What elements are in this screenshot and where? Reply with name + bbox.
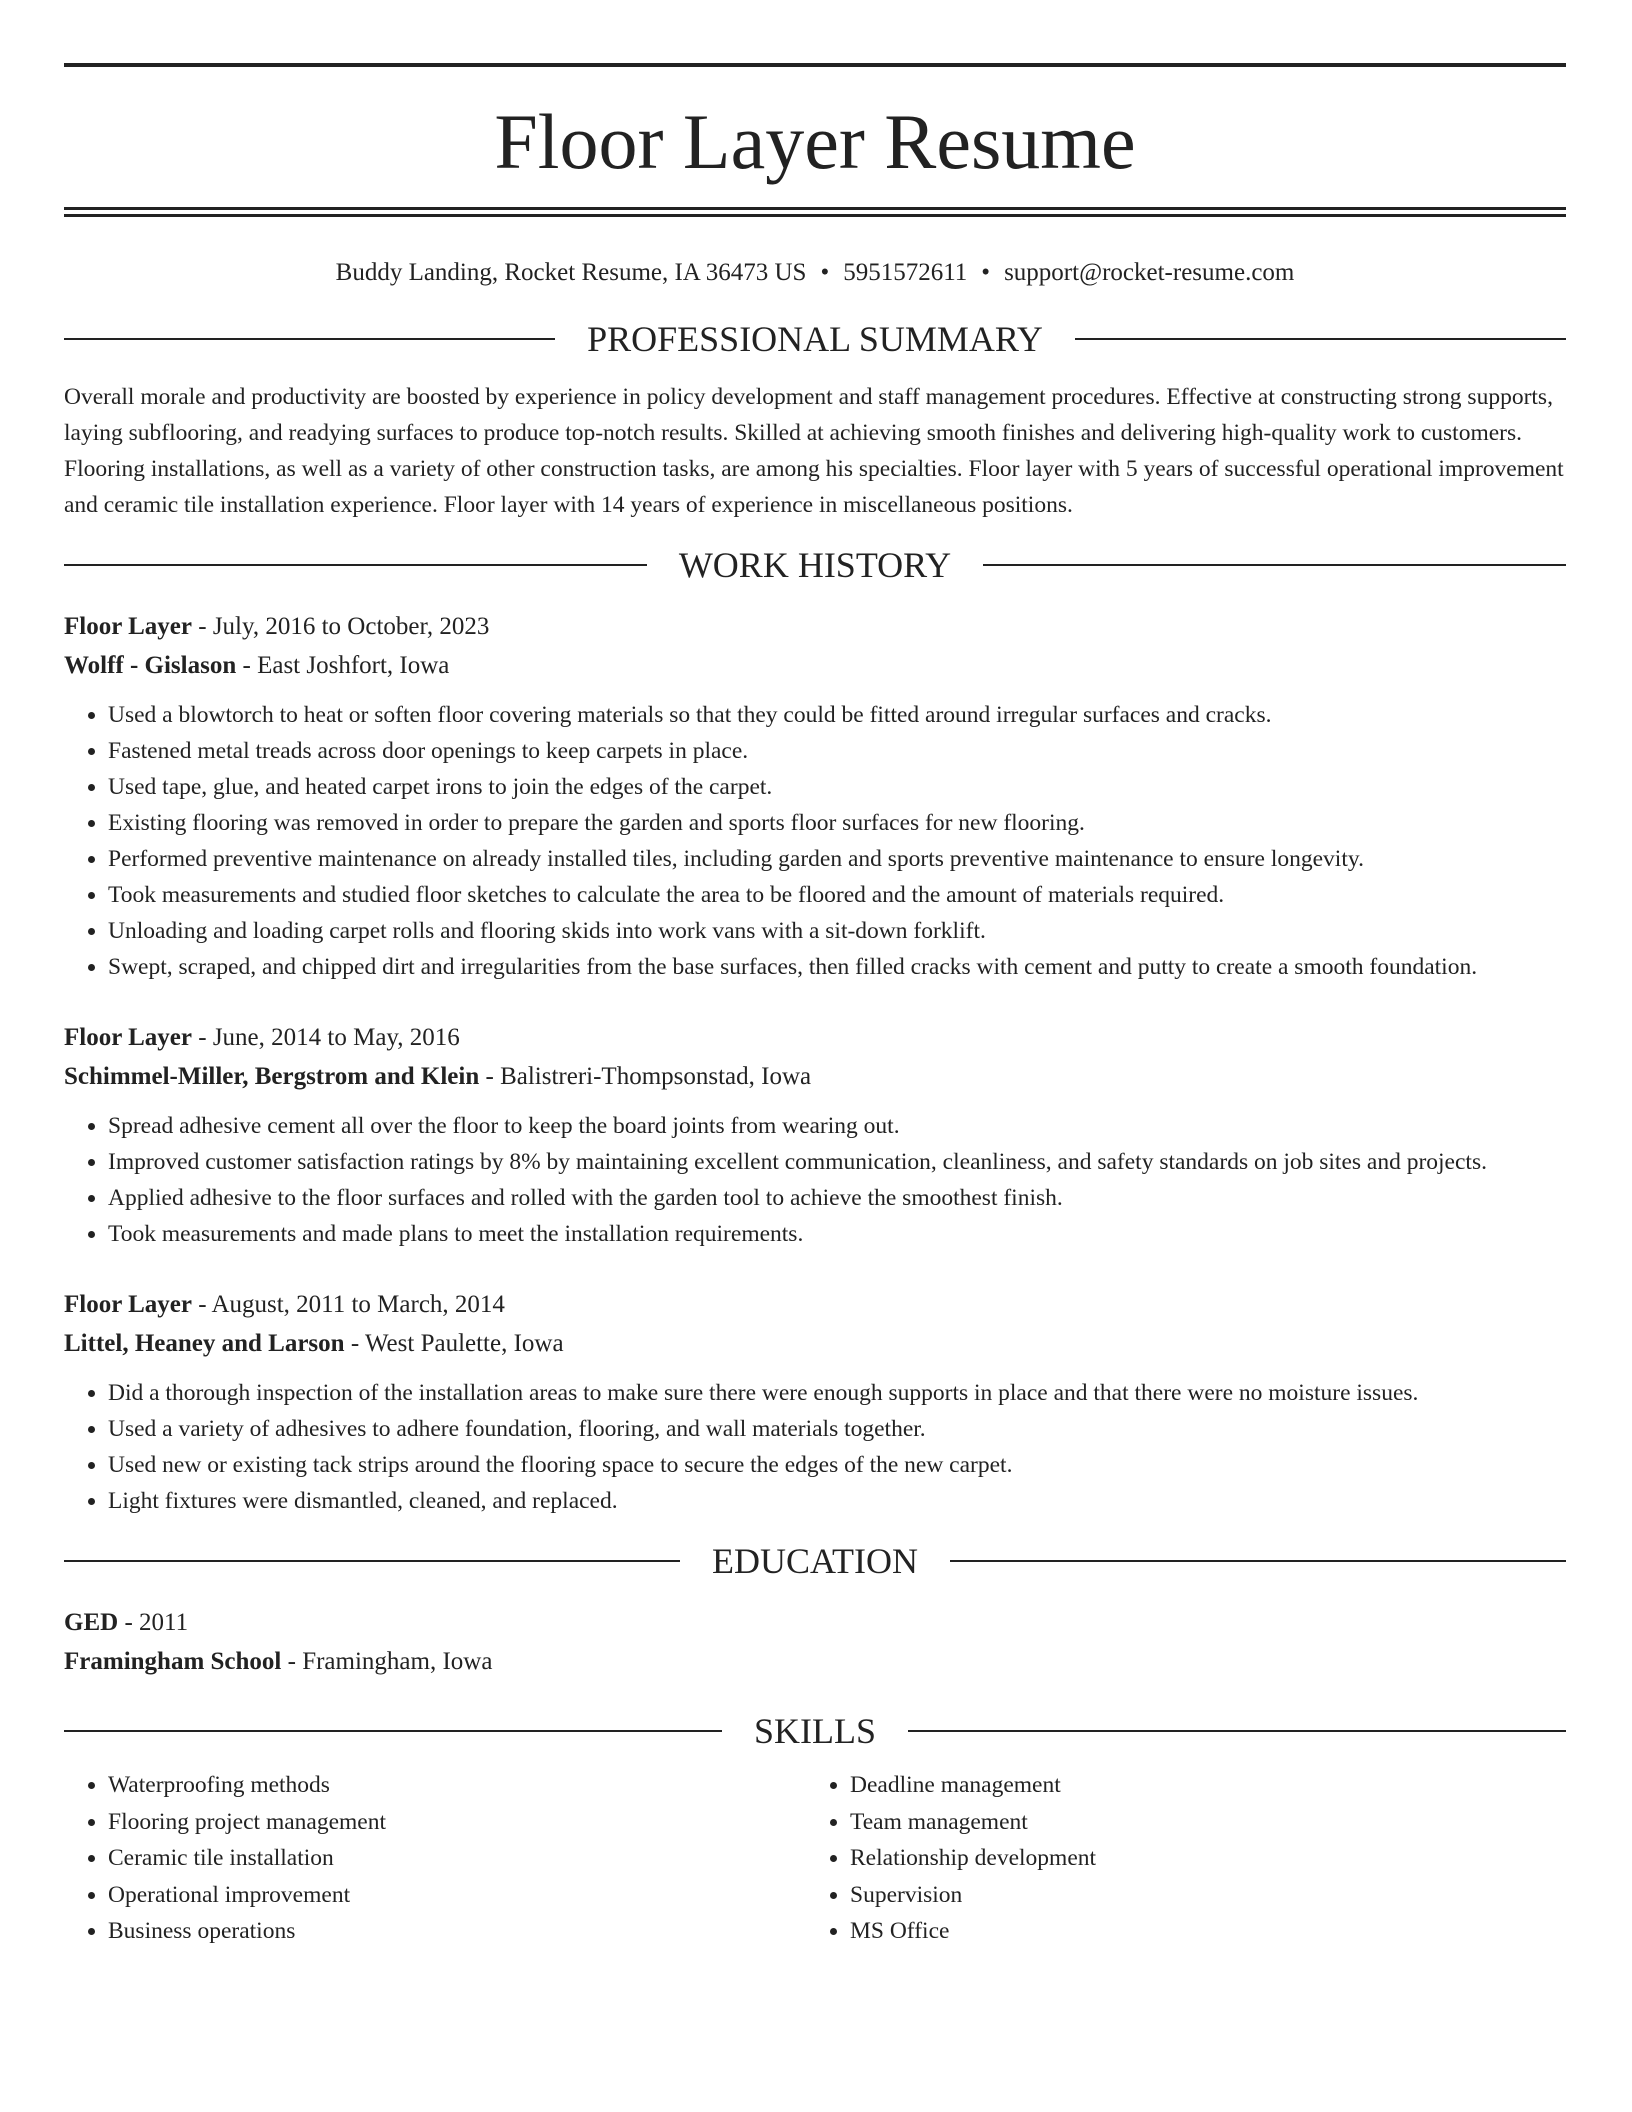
dash: - [344,1330,365,1357]
list-item: • Waterproofing methods [108,1767,806,1804]
job-dates: June, 2014 to May, 2016 [212,1024,460,1051]
list-item: • Ceramic tile installation [108,1840,806,1877]
heading-rule-left [64,1560,680,1562]
list-item: • Deadline management [850,1767,1548,1804]
list-item: • Improved customer satisfaction ratings by 8% by maintaining excellent communication, cleanliness, and safety standards on job sites and projects. [108,1144,1566,1180]
resume-page [64,0,1566,1950]
heading-rule-right [1075,338,1566,340]
list-item: • Took measurements and studied floor sketches to calculate the area to be floored and the amount of materials required. [108,877,1566,913]
summary-heading-label: PROFESSIONAL SUMMARY [587,319,1043,359]
heading-rule-right [950,1560,1566,1562]
contact-line [64,253,1566,293]
heading-rule-right [983,564,1566,566]
page-title: Floor Layer Resume [494,98,1136,185]
job-company: Schimmel-Miller, Bergstrom and Klein [64,1063,480,1090]
list-item: • Applied adhesive to the floor surfaces and rolled with the garden tool to achieve the smoothest finish. [108,1180,1566,1216]
title-double-rule [64,207,1566,217]
education-heading [64,1541,1566,1581]
summary-heading [64,319,1566,359]
list-item: • Operational improvement [108,1877,806,1914]
dash: - [118,1609,140,1636]
list-item: • Supervision [850,1877,1548,1914]
dash: - [479,1063,501,1090]
job-entry [64,1285,1566,1519]
list-item: • Existing flooring was removed in order to prepare the garden and sports floor surfaces for new flooring. [108,805,1566,841]
job-company: Wolff - Gislason [64,652,237,679]
job-location: East Joshfort, Iowa [257,652,450,679]
list-item: • Used tape, glue, and heated carpet irons to join the edges of the carpet. [108,769,1566,805]
heading-rule-left [64,338,555,340]
job-title-line [64,1285,1566,1324]
summary-text: Overall morale and productivity are boosted by experience in policy development and staff management procedures. Effective at constructing strong supports, laying subflooring, and readying surfaces to produce top-notch results. Skilled at achieving smooth finishes and delivering high-quality work to customers. Flooring installations, as well as a variety of other construction tasks, are among his specialties. Floor layer with 5 years of successful operational improvement and ceramic tile installation experience. Floor layer with 14 years of experience in miscellaneous positions. [64,384,1564,518]
contact-address: Buddy Landing, Rocket Resume, IA 36473 US [335,259,807,286]
work-history-heading [64,545,1566,585]
education-school-line [64,1642,1566,1681]
job-duties-list [64,697,1566,985]
heading-rule-left [64,564,647,566]
skills-list-left [64,1767,806,1950]
list-item: • Used new or existing tack strips around the flooring space to secure the edges of the new carpet. [108,1447,1566,1483]
job-role: Floor Layer [64,613,192,640]
list-item: • Swept, scraped, and chipped dirt and irregularities from the base surfaces, then filled cracks with cement and putty to create a smooth foundation. [108,949,1566,985]
education-school: Framingham School [64,1648,282,1675]
list-item: • Flooring project management [108,1804,806,1841]
contact-phone: 5951572611 [843,259,968,286]
job-role: Floor Layer [64,1291,192,1318]
list-item: • Fastened metal treads across door openings to keep carpets in place. [108,733,1566,769]
job-location: West Paulette, Iowa [364,1330,564,1357]
job-role: Floor Layer [64,1024,192,1051]
contact-email: support@rocket-resume.com [1004,259,1295,286]
job-dates: July, 2016 to October, 2023 [212,613,490,640]
job-company-line [64,1324,1566,1363]
job-title-line [64,607,1566,646]
heading-rule-left [64,1730,722,1732]
list-item: • Used a variety of adhesives to adhere foundation, flooring, and wall materials together. [108,1411,1566,1447]
skills-heading-label: SKILLS [754,1711,877,1751]
dash: - [236,652,258,679]
skills-heading [64,1711,1566,1751]
heading-rule-right [908,1730,1566,1732]
skills-columns [64,1767,1566,1950]
list-item: • Took measurements and made plans to meet the installation requirements. [108,1216,1566,1252]
education-entry [64,1603,1566,1681]
education-degree-line [64,1603,1566,1642]
skills-list-right [806,1767,1548,1950]
list-item: • Team management [850,1804,1548,1841]
dash: - [191,613,213,640]
job-title-line [64,1018,1566,1057]
dash: - [191,1024,213,1051]
list-item: • Used a blowtorch to heat or soften floor covering materials so that they could be fitted around irregular surfaces and cracks. [108,697,1566,733]
education-heading-label: EDUCATION [712,1541,918,1581]
job-company-line [64,1057,1566,1096]
dash: - [281,1648,303,1675]
job-duties-list [64,1108,1566,1252]
job-dates: August, 2011 to March, 2014 [211,1291,505,1318]
job-entry [64,607,1566,985]
list-item: • MS Office [850,1913,1548,1950]
job-company-line [64,646,1566,685]
list-item: • Unloading and loading carpet rolls and flooring skids into work vans with a sit-down forklift. [108,913,1566,949]
job-duties-list [64,1375,1566,1519]
list-item: • Spread adhesive cement all over the floor to keep the board joints from wearing out. [108,1108,1566,1144]
education-year: 2011 [139,1609,189,1636]
work-history-heading-label: WORK HISTORY [678,545,952,585]
job-entry [64,1018,1566,1252]
education-degree: GED [64,1609,119,1636]
list-item: • Business operations [108,1913,806,1950]
list-item: • Did a thorough inspection of the installation areas to make sure there were enough supports in place and that there were no moisture issues. [108,1375,1566,1411]
job-location: Balistreri-Thompsonstad, Iowa [500,1063,812,1090]
list-item: • Performed preventive maintenance on already installed tiles, including garden and sports preventive maintenance to ensure longevity. [108,841,1566,877]
dash: - [191,1291,212,1318]
job-company: Littel, Heaney and Larson [64,1330,345,1357]
list-item: • Light fixtures were dismantled, cleaned, and replaced. [108,1483,1566,1519]
list-item: • Relationship development [850,1840,1548,1877]
education-location: Framingham, Iowa [302,1648,493,1675]
contact-separator: • [981,259,991,286]
contact-separator: • [820,259,830,286]
